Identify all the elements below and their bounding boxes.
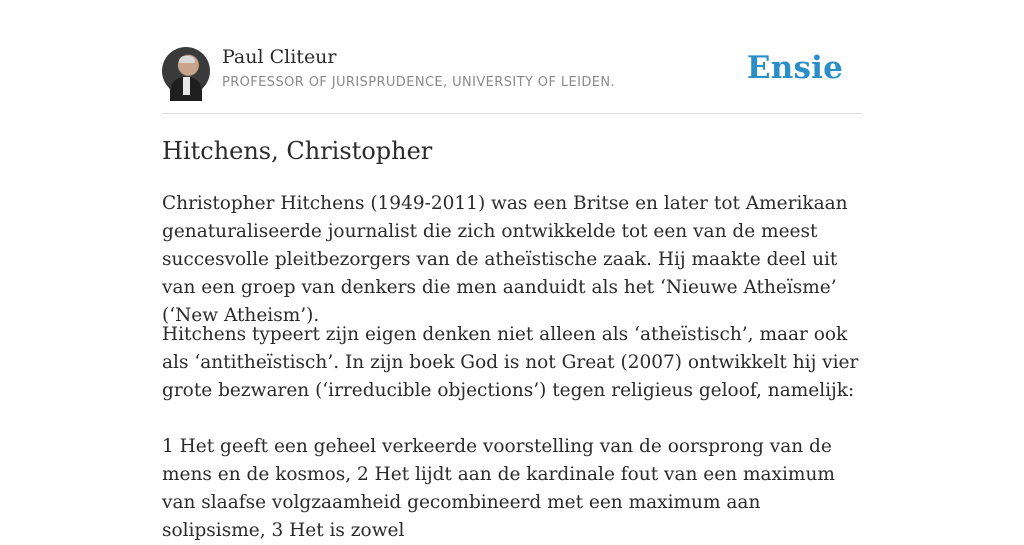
- author-name[interactable]: Paul Cliteur: [222, 46, 337, 68]
- article-title: Hitchens, Christopher: [162, 137, 433, 165]
- brand-logo[interactable]: Ensie: [746, 50, 843, 86]
- author-avatar[interactable]: [162, 47, 210, 95]
- avatar-hair: [179, 56, 195, 63]
- author-header: [162, 0, 862, 114]
- author-role: PROFESSOR OF JURISPRUDENCE, UNIVERSITY OF LEIDEN.: [222, 75, 616, 90]
- article-paragraph: Hitchens typeert zijn eigen denken niet alleen als ‘atheïstisch’, maar ook als ‘antitheïstisch’. In zijn boek God is not Great (2007) ontwikkelt hij vier grote bezwaren (‘irreducible objections’) tegen religieus geloof, namelijk:: [162, 324, 859, 401]
- article-page: [162, 0, 862, 541]
- article-paragraph: 1 Het geeft een geheel verkeerde voorstelling van de oorsprong van de mens en de kosmos, 2 Het lijdt aan de kardinale fout van een maximum van slaafse volgzaamheid gecombineerd met een maximum aan solipsisme, 3 Het is zowel: [162, 436, 835, 541]
- article-paragraph: Christopher Hitchens (1949-2011) was een Britse en later tot Amerikaan genaturaliseerde journalist die zich ontwikkelde tot een van de meest succesvolle pleitbezorgers van de atheïstische zaak. Hij maakte deel uit van een groep van denkers die men aanduidt als het ‘Nieuwe Atheïsme’ (‘New Atheism’).: [162, 193, 848, 326]
- avatar-shirt: [183, 77, 190, 95]
